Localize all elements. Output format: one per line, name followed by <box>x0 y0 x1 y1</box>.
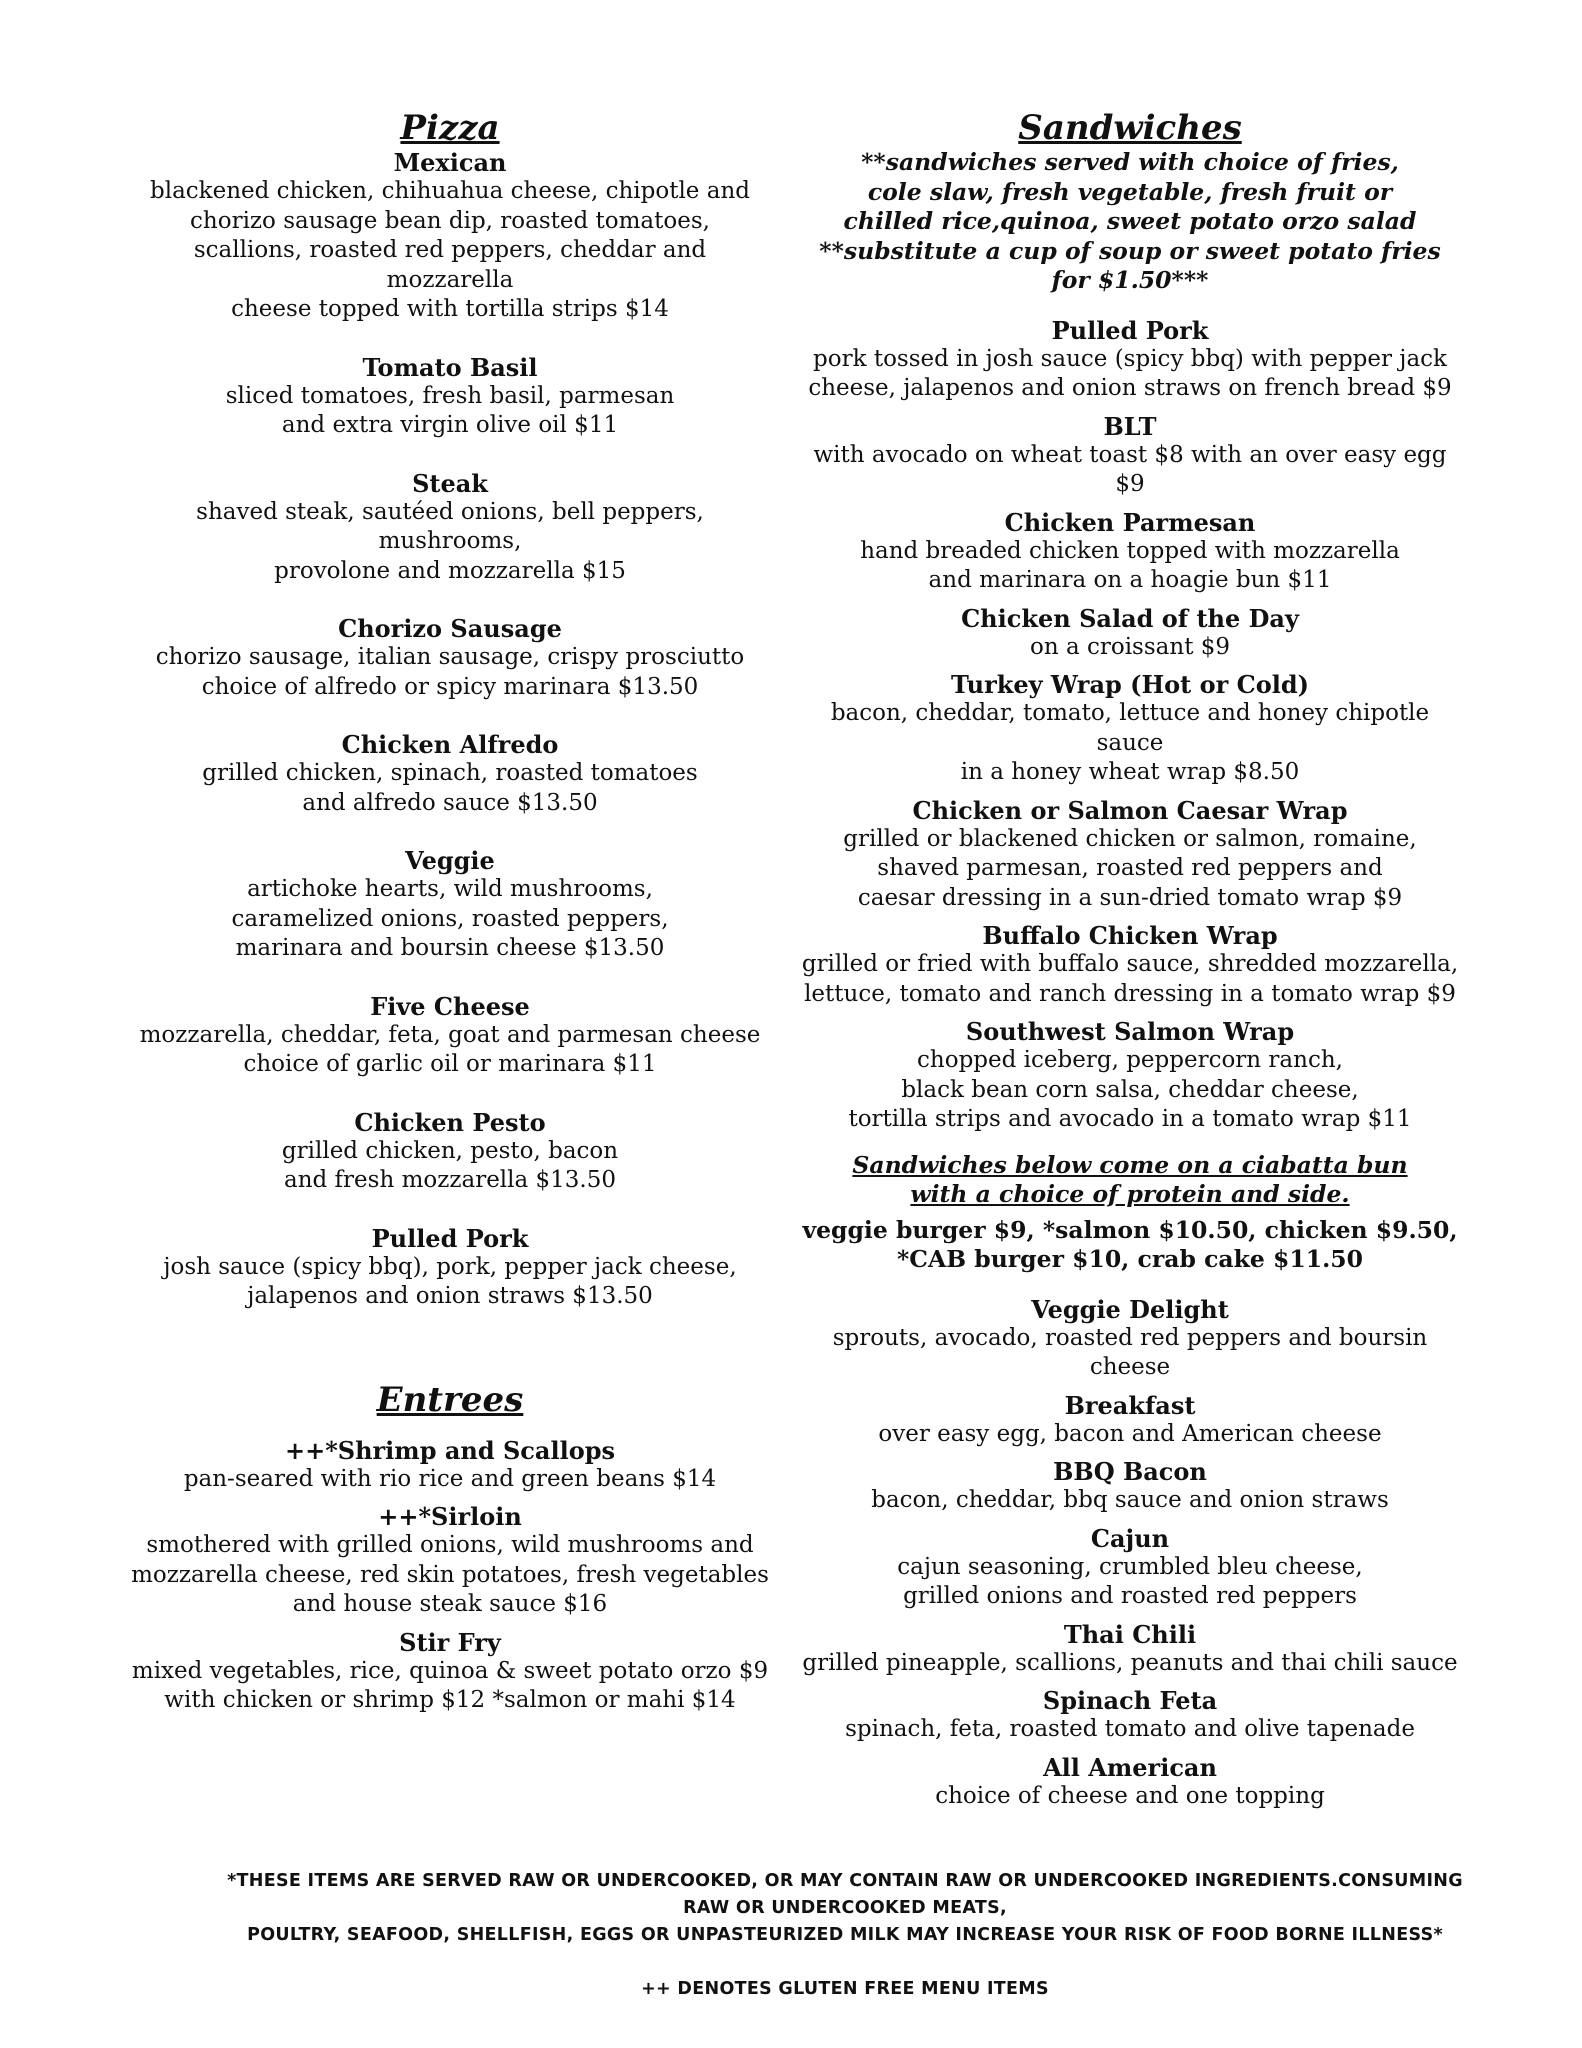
menu-item <box>130 730 770 818</box>
text-line: cole slaw, fresh vegetable, fresh fruit or <box>867 177 1393 206</box>
menu-item <box>800 412 1460 500</box>
menu-item <box>130 1224 770 1312</box>
left-column <box>130 108 770 1716</box>
text-line: artichoke hearts, wild mushrooms, <box>247 876 653 902</box>
menu-item-description <box>800 441 1460 500</box>
text-line: *THESE ITEMS ARE SERVED RAW OR UNDERCOOKED, OR MAY CONTAIN RAW OR UNDERCOOKED INGREDIENTS.CONSUMING <box>227 1871 1463 1891</box>
entrees-title: Entrees <box>376 1379 524 1420</box>
footer <box>170 1868 1520 2003</box>
menu-item <box>130 1436 770 1495</box>
menu-item-description <box>800 1782 1460 1812</box>
menu-item <box>130 1502 770 1620</box>
menu-item-description <box>130 177 770 325</box>
menu-item <box>130 1628 770 1716</box>
menu-item-name: Spinach Feta <box>1042 1686 1218 1715</box>
menu-item-name: ++*Shrimp and Scallops <box>284 1435 615 1465</box>
menu-item-name: Turkey Wrap (Hot or Cold) <box>950 670 1309 699</box>
menu-item-name: Tomato Basil <box>362 352 538 382</box>
text-line: **sandwiches served with choice of fries, <box>861 148 1399 176</box>
sandwiches-title: Sandwiches <box>1018 108 1242 148</box>
menu-item-description <box>130 759 770 818</box>
text-line: with chicken or shrimp $12 *salmon or mahi $14 <box>164 1687 736 1713</box>
text-line: hand breaded chicken topped with mozzarella <box>860 537 1400 564</box>
entrees-list <box>130 1436 770 1716</box>
text-line: bacon, cheddar, tomato, lettuce and honey chipotle sauce <box>830 700 1430 756</box>
text-line: chopped iceberg, peppercorn ranch, <box>917 1047 1343 1073</box>
menu-item <box>130 992 770 1080</box>
text-line: spinach, feta, roasted tomato and olive tapenade <box>845 1716 1415 1742</box>
menu-item-description <box>800 633 1460 663</box>
text-line: black bean corn salsa, cheddar cheese, <box>901 1076 1359 1103</box>
text-line: Sandwiches below come on a ciabatta bun <box>852 1150 1408 1179</box>
menu-item <box>800 1686 1460 1745</box>
menu-item-name: Chicken Salad of the Day <box>961 603 1299 633</box>
text-line: veggie burger $9, *salmon $10.50, chicken $9.50, <box>802 1215 1458 1244</box>
menu-item-description <box>130 1021 770 1080</box>
menu-item <box>800 1017 1460 1135</box>
menu-item-name: Five Cheese <box>370 991 530 1021</box>
text-line: RAW OR UNDERCOOKED MEATS, <box>683 1898 1007 1918</box>
text-line: tortilla strips and avocado in a tomato wrap $11 <box>848 1106 1412 1132</box>
menu-item <box>800 508 1460 596</box>
menu-item <box>800 1295 1460 1383</box>
menu-item <box>800 1620 1460 1679</box>
menu-item-description <box>130 1137 770 1196</box>
text-line: grilled chicken, spinach, roasted tomatoes <box>202 760 698 786</box>
menu-item-description <box>130 498 770 587</box>
menu-item <box>800 670 1460 788</box>
text-line: over easy egg, bacon and American cheese <box>878 1420 1382 1447</box>
menu-item-name: Breakfast <box>1064 1390 1196 1420</box>
text-line: marinara and boursin cheese $13.50 <box>235 935 665 961</box>
text-line: for $1.50*** <box>1051 266 1209 294</box>
text-line: cheese, jalapenos and onion straws on french bread $9 <box>808 375 1452 401</box>
text-line: mixed vegetables, rice, quinoa & sweet potato orzo $9 <box>131 1657 769 1684</box>
sandwiches-note <box>800 148 1460 296</box>
text-line: choice of alfredo or spicy marinara $13.50 <box>201 673 699 700</box>
menu-item <box>800 1391 1460 1450</box>
text-line: grilled or blackened chicken or salmon, romaine, <box>843 825 1417 852</box>
menu-item-name: Veggie <box>405 846 495 875</box>
text-line: grilled chicken, pesto, bacon <box>281 1137 619 1164</box>
text-line: caesar dressing in a sun-dried tomato wrap $9 <box>857 884 1403 911</box>
raw-food-warning <box>170 1868 1520 1949</box>
text-line: pork tossed in josh sauce (spicy bbq) with pepper jack <box>813 345 1447 372</box>
menu-item-description <box>130 1253 770 1312</box>
text-line: and house steak sauce $16 <box>292 1591 608 1617</box>
text-line: and alfredo sauce $13.50 <box>302 789 598 816</box>
text-line: shaved parmesan, roasted red peppers and <box>877 855 1383 881</box>
menu-item-name: Chicken Pesto <box>354 1107 546 1137</box>
text-line: smothered with grilled onions, wild mushrooms and <box>146 1532 754 1558</box>
right-column <box>800 108 1460 1811</box>
menu-item-name: Chicken Alfredo <box>341 730 559 759</box>
menu-item-description <box>800 1324 1460 1383</box>
text-line: on a croissant $9 <box>1029 633 1231 660</box>
menu-item-description <box>800 1553 1460 1612</box>
menu-item <box>130 614 770 702</box>
sandwiches-list <box>800 316 1460 1135</box>
text-line: **substitute a cup of soup or sweet potato fries <box>819 236 1441 265</box>
text-line: POULTRY, SEAFOOD, SHELLFISH, EGGS OR UNPASTEURIZED MILK MAY INCREASE YOUR RISK OF FOOD BORNE ILLNESS* <box>247 1925 1443 1945</box>
menu-item-description <box>130 1657 770 1716</box>
menu-item <box>800 1753 1460 1812</box>
pizza-title: Pizza <box>400 108 500 148</box>
text-line: grilled or fried with buffalo sauce, shredded mozzarella, <box>801 951 1459 977</box>
ciabatta-prices <box>800 1216 1460 1275</box>
menu-item <box>130 846 770 964</box>
menu-item-name: BLT <box>1103 411 1157 441</box>
menu-item <box>800 796 1460 914</box>
text-line: chilled rice,quinoa, sweet potato orzo salad <box>843 207 1417 235</box>
menu-item-name: Thai Chili <box>1063 1619 1197 1649</box>
menu-item <box>800 604 1460 663</box>
text-line: cajun seasoning, crumbled bleu cheese, <box>897 1553 1363 1580</box>
menu-item-name: Mexican <box>393 148 507 177</box>
text-line: chorizo sausage bean dip, roasted tomatoes, <box>190 207 710 234</box>
text-line: mozzarella cheese, red skin potatoes, fresh vegetables <box>131 1561 769 1588</box>
menu-item-description <box>800 1649 1460 1679</box>
text-line: and fresh mozzarella $13.50 <box>283 1167 617 1193</box>
ciabatta-list <box>800 1295 1460 1812</box>
text-line: and marinara on a hoagie bun $11 <box>928 567 1332 593</box>
text-line: sliced tomatoes, fresh basil, parmesan <box>225 382 675 409</box>
menu-item <box>130 469 770 587</box>
text-line: choice of garlic oil or marinara $11 <box>243 1051 657 1077</box>
menu-item-description <box>800 345 1460 404</box>
text-line: shaved steak, sautéed onions, bell peppers, mushrooms, <box>196 498 704 554</box>
menu-item-name: Southwest Salmon Wrap <box>965 1017 1295 1046</box>
text-line: in a honey wheat wrap $8.50 <box>960 759 1300 785</box>
text-line: josh sauce (spicy bbq), pork, pepper jack cheese, <box>163 1253 737 1280</box>
text-line: pan-seared with rio rice and green beans $14 <box>183 1465 717 1492</box>
menu-item-description <box>130 643 770 702</box>
menu-item-description <box>800 699 1460 788</box>
menu-item <box>130 148 770 325</box>
menu-item-name: Stir Fry <box>399 1627 501 1657</box>
text-line: grilled onions and roasted red peppers <box>903 1583 1357 1609</box>
menu-item <box>800 921 1460 1009</box>
text-line: and extra virgin olive oil $11 <box>281 412 619 438</box>
menu-item-name: Cajun <box>1090 1523 1170 1553</box>
text-line: sprouts, avocado, roasted red peppers and boursin cheese <box>832 1324 1428 1380</box>
text-line: with a choice of protein and side. <box>910 1180 1350 1208</box>
menu-item-name: Steak <box>412 468 488 498</box>
menu-item-name: Pulled Pork <box>371 1223 529 1253</box>
menu-item-name: Chicken or Salmon Caesar Wrap <box>912 795 1348 825</box>
text-line: chorizo sausage, italian sausage, crispy prosciutto <box>155 644 745 670</box>
text-line: choice of cheese and one topping <box>935 1782 1325 1809</box>
menu-item-name: Chorizo Sausage <box>338 614 562 643</box>
text-line: provolone and mozzarella $15 <box>274 557 626 584</box>
menu-item-description <box>130 1465 770 1495</box>
pizza-list <box>130 148 770 1312</box>
text-line: cheese topped with tortilla strips $14 <box>231 296 669 322</box>
menu-item-name: ++*Sirloin <box>378 1502 522 1531</box>
menu-item <box>800 316 1460 404</box>
menu-item-description <box>800 1420 1460 1450</box>
menu-item <box>800 1457 1460 1516</box>
menu-item-name: BBQ Bacon <box>1053 1457 1207 1486</box>
menu-item-name: Pulled Pork <box>1051 315 1209 345</box>
menu-item <box>800 1524 1460 1612</box>
menu-item <box>130 1108 770 1196</box>
menu-item-name: All American <box>1043 1752 1217 1782</box>
menu-item-name: Chicken Parmesan <box>1004 507 1256 537</box>
text-line: blackened chicken, chihuahua cheese, chipotle and <box>150 178 750 204</box>
text-line: lettuce, tomato and ranch dressing in a tomato wrap $9 <box>804 980 1456 1007</box>
menu-item-description <box>130 875 770 964</box>
text-line: *CAB burger $10, crab cake $11.50 <box>897 1245 1363 1273</box>
text-line: mozzarella, cheddar, feta, goat and parmesan cheese <box>139 1021 761 1048</box>
menu-item-description <box>130 1531 770 1620</box>
menu-item <box>130 353 770 441</box>
text-line: with avocado on wheat toast $8 with an over easy egg $9 <box>813 441 1447 497</box>
menu-item-description <box>800 1046 1460 1135</box>
menu-item-name: Veggie Delight <box>1031 1294 1229 1324</box>
menu-item-description <box>800 825 1460 914</box>
menu-item-description <box>800 1486 1460 1516</box>
menu-item-description <box>800 537 1460 596</box>
gluten-free-note: ++ DENOTES GLUTEN FREE MENU ITEMS <box>641 1979 1049 1999</box>
menu-item-description <box>800 1715 1460 1745</box>
text-line: grilled pineapple, scallions, peanuts and thai chili sauce <box>802 1649 1458 1676</box>
text-line: scallions, roasted red peppers, cheddar and mozzarella <box>193 237 707 293</box>
menu-item-name: Buffalo Chicken Wrap <box>982 921 1278 950</box>
ciabatta-note <box>800 1151 1460 1210</box>
text-line: caramelized onions, roasted peppers, <box>231 905 669 932</box>
menu-item-description <box>800 950 1460 1009</box>
text-line: jalapenos and onion straws $13.50 <box>247 1283 653 1309</box>
menu-item-description <box>130 382 770 441</box>
text-line: bacon, cheddar, bbq sauce and onion straws <box>871 1487 1389 1513</box>
